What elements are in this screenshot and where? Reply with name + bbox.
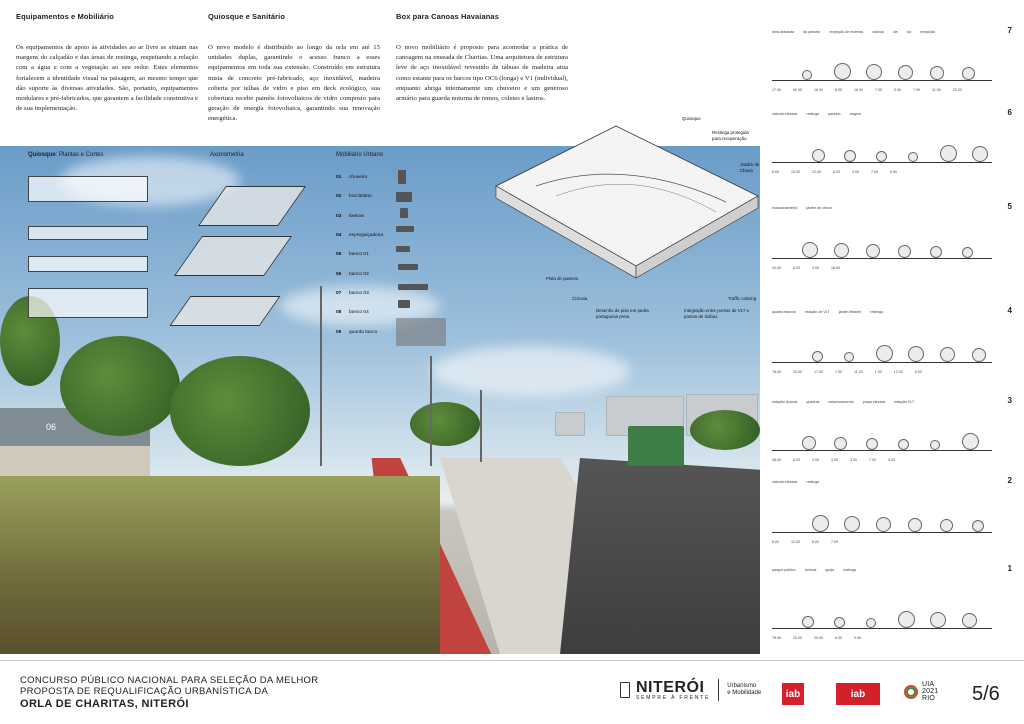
section-tree bbox=[802, 70, 812, 80]
column-text: Os equipamentos de apoio às atividades ao ar livre se situam nas margens do calçadão e das áreas de restinga, respeitando a relação com a água e com a vegetação ao seu redor. Estes elementos fortalecem a identidade visual na paisagem, ao mesmo tempo que dão suporte às diversas atividades. São, portanto, equipamentos modulares e pré-fabricados, que garantem a facilidade construtiva e de sua implementação. bbox=[16, 44, 198, 113]
crest-icon bbox=[620, 682, 630, 698]
cloud bbox=[430, 346, 630, 396]
dimension-value: 11.00 bbox=[854, 370, 863, 374]
column-quiosque bbox=[208, 12, 380, 125]
section-tree bbox=[930, 612, 946, 628]
section-tree bbox=[940, 519, 953, 532]
dimension-value: 7.00 bbox=[875, 88, 882, 92]
iab-100-logo: iab bbox=[836, 683, 880, 705]
section-tree bbox=[866, 244, 880, 258]
dimension-value: 4.00 bbox=[888, 458, 895, 462]
niteroi-logo: NITERÓI SEMPRE À FRENTE Urbanismo e Mobilidade bbox=[620, 679, 761, 701]
dimension-value: 20.00 bbox=[814, 636, 823, 640]
callout-ciclovia: Ciclovia bbox=[572, 296, 588, 301]
section-label: via bbox=[906, 30, 912, 34]
bench-icon bbox=[398, 284, 428, 290]
section-tree bbox=[972, 348, 986, 362]
section-tree bbox=[844, 516, 860, 532]
section-tree bbox=[962, 247, 973, 258]
bench-icon bbox=[396, 246, 410, 252]
dimension-value: 16.00 bbox=[814, 88, 823, 92]
dimension-value: 6.00 bbox=[793, 458, 800, 462]
section-7 bbox=[772, 26, 1012, 100]
dimension-value: 2.00 bbox=[812, 458, 819, 462]
lamp-post bbox=[320, 286, 322, 466]
ground-line bbox=[772, 628, 992, 629]
boat-rack-icon bbox=[396, 318, 446, 346]
section-dimensions bbox=[772, 170, 897, 174]
section-tree bbox=[962, 613, 977, 628]
section-tree bbox=[908, 518, 922, 532]
section-tree bbox=[812, 149, 825, 162]
dimension-value: 10.00 bbox=[791, 170, 800, 174]
section-label: via bbox=[892, 30, 898, 34]
section-tree bbox=[844, 150, 856, 162]
section-label: praça elevada bbox=[862, 400, 886, 404]
mobiliario-title: Mobiliário Urbano bbox=[336, 152, 384, 158]
section-label: ciclovia elevada bbox=[772, 480, 798, 484]
callout-traffic: Traffic calming bbox=[728, 296, 757, 301]
dimension-value: 12.00 bbox=[791, 540, 800, 544]
dimension-value: 12.00 bbox=[893, 370, 903, 374]
section-label: jardim filtrante bbox=[838, 310, 862, 314]
dimension-value: 48.00 bbox=[772, 458, 781, 462]
section-label: restinga bbox=[806, 480, 820, 484]
building bbox=[555, 412, 585, 436]
dimension-value: 20.00 bbox=[793, 636, 802, 640]
bike-rack-icon bbox=[396, 192, 412, 202]
dimension-value: 6.00 bbox=[793, 266, 800, 270]
lamp-post bbox=[480, 390, 482, 462]
perspective-render bbox=[0, 116, 760, 654]
section-tree bbox=[812, 351, 823, 362]
section-number: 4 bbox=[1007, 306, 1012, 315]
section-tree bbox=[898, 65, 913, 80]
mobiliario-item: 09 guarda barco bbox=[336, 329, 378, 335]
section-tree bbox=[898, 245, 911, 258]
section-2 bbox=[772, 476, 1012, 552]
road bbox=[560, 458, 760, 654]
bench-icon bbox=[398, 264, 418, 270]
dimension-value: 3.00 bbox=[852, 170, 859, 174]
section-label: igreja bbox=[825, 568, 835, 572]
quiosque-plans-title: Quiosque: Plantas e Cortes bbox=[28, 152, 104, 158]
kiosk-elevation bbox=[28, 256, 148, 272]
section-label: jardim de chuva bbox=[806, 206, 832, 210]
mobiliario-item: 05 banco 01 bbox=[336, 252, 369, 258]
dimension-value: 17.00 bbox=[814, 370, 823, 374]
project-title: ORLA DE CHARITAS, NITERÓI bbox=[20, 698, 189, 710]
section-tree bbox=[876, 345, 893, 362]
section-3 bbox=[772, 396, 1012, 470]
column-title: Box para Canoas Havaianas bbox=[396, 12, 499, 21]
section-4 bbox=[772, 306, 1012, 382]
tree bbox=[410, 402, 480, 446]
section-1 bbox=[772, 564, 1012, 648]
tree bbox=[170, 356, 310, 466]
dimension-value: 3.00 bbox=[854, 636, 861, 640]
ground-line bbox=[772, 532, 992, 533]
dimension-value: 7.00 bbox=[871, 170, 878, 174]
section-tree bbox=[866, 64, 882, 80]
dimension-value: 16.00 bbox=[831, 266, 840, 270]
shower-icon bbox=[398, 170, 406, 184]
section-number: 2 bbox=[1007, 476, 1012, 485]
section-tree bbox=[802, 436, 816, 450]
section-number: 1 bbox=[1007, 564, 1012, 573]
section-tree bbox=[834, 243, 849, 258]
kiosk-section bbox=[28, 226, 148, 240]
dimension-value: 6.00 bbox=[914, 370, 922, 374]
section-label: restinga bbox=[843, 568, 856, 572]
dimension-value: 76.00 bbox=[772, 636, 781, 640]
section-label: viagem bbox=[849, 112, 862, 116]
callout-integracao: Integração entre pontos de VLT e pontos de ônibus bbox=[684, 308, 750, 319]
dimension-value: 76.00 bbox=[772, 370, 781, 374]
dimension-value: 7.00 bbox=[869, 458, 876, 462]
kiosk-number: 06 bbox=[46, 422, 57, 432]
ground-line bbox=[772, 258, 992, 259]
dimension-value: 6.00 bbox=[772, 170, 779, 174]
mobiliario-item: 06 banco 02 bbox=[336, 271, 369, 277]
section-label: ciclovia bbox=[872, 30, 884, 34]
tree bbox=[60, 336, 180, 436]
dimension-value: 3.00 bbox=[812, 266, 819, 270]
lamp-post bbox=[430, 356, 432, 466]
mobiliario-item: 07 banco 03 bbox=[336, 290, 369, 296]
section-label: recepção bbox=[920, 30, 935, 34]
dimension-value: 60.00 bbox=[793, 88, 802, 92]
dimension-value: 7.00 bbox=[835, 370, 842, 374]
dimension-value: 6.00 bbox=[835, 636, 842, 640]
column-box-canoas bbox=[396, 12, 568, 104]
dimension-value: 16.00 bbox=[854, 88, 863, 92]
section-label: ciclovia bbox=[804, 568, 817, 572]
section-label: quadras bbox=[806, 400, 820, 404]
section-number: 7 bbox=[1007, 26, 1012, 35]
section-tree bbox=[908, 346, 924, 362]
section-label: restinga bbox=[806, 112, 820, 116]
section-dimensions bbox=[772, 458, 895, 462]
dimension-value: 20.00 bbox=[772, 266, 781, 270]
dimension-value: 12.00 bbox=[812, 170, 821, 174]
section-tree bbox=[898, 611, 915, 628]
grass-foreground bbox=[0, 476, 440, 654]
section-label: passeio bbox=[828, 112, 841, 116]
section-tree bbox=[930, 66, 944, 80]
section-label: da passeio bbox=[802, 30, 821, 34]
bus bbox=[628, 426, 684, 466]
dimension-value: 7.00 bbox=[913, 88, 920, 92]
section-tree bbox=[834, 437, 847, 450]
section-tree bbox=[834, 63, 851, 80]
dimension-value: 11.00 bbox=[932, 88, 941, 92]
section-label: parque público bbox=[772, 568, 796, 572]
axo-panel bbox=[174, 236, 292, 276]
lounger-icon bbox=[396, 226, 414, 232]
column-title: Quiosque e Sanitário bbox=[208, 12, 286, 21]
dimension-value: 6.00 bbox=[772, 540, 779, 544]
section-6 bbox=[772, 108, 1012, 182]
section-tree bbox=[866, 438, 878, 450]
section-tree bbox=[844, 352, 854, 362]
section-label: ciclovia elevada bbox=[772, 112, 798, 116]
section-tree bbox=[812, 515, 829, 532]
kiosk-plan-layout bbox=[28, 288, 148, 318]
mobiliario-item: 01 chuveiro bbox=[336, 175, 368, 181]
uia-logo: UIA 2021 RIO bbox=[904, 681, 938, 702]
section-label: quadra bancos bbox=[772, 310, 796, 314]
callout-jardim: Jardim de Chuva bbox=[740, 162, 760, 173]
section-number: 3 bbox=[1007, 396, 1012, 405]
dimension-value: 10.00 bbox=[793, 370, 802, 374]
dimension-value: 22.00 bbox=[952, 88, 962, 92]
column-title: Equipamentos e Mobiliário bbox=[16, 12, 114, 21]
mobiliario-item: 04 espreguiçadeira bbox=[336, 233, 384, 239]
ground-line bbox=[772, 450, 992, 451]
section-tree bbox=[940, 145, 957, 162]
page-number: 5/6 bbox=[972, 683, 1000, 705]
section-tree bbox=[802, 242, 818, 258]
section-dimensions bbox=[772, 88, 962, 92]
section-5 bbox=[772, 202, 1012, 278]
section-label: restinga bbox=[870, 310, 884, 314]
section-tree bbox=[876, 517, 891, 532]
contest-title: CONCURSO PÚBLICO NACIONAL PARA SELEÇÃO DA MELHOR PROPOSTA DE REQUALIFICAÇÃO URBANÍSTICA DA bbox=[20, 675, 319, 697]
section-dimensions bbox=[772, 370, 922, 374]
section-tree bbox=[972, 520, 984, 532]
axo-base bbox=[169, 296, 280, 326]
section-labels bbox=[772, 400, 914, 404]
mobiliario-item: 02 bicicletário bbox=[336, 194, 372, 200]
section-tree bbox=[972, 146, 988, 162]
axonometry-title: Axonometria bbox=[210, 152, 244, 158]
tree bbox=[690, 410, 760, 450]
section-tree bbox=[876, 151, 887, 162]
uia-ring-icon bbox=[904, 685, 918, 699]
section-labels bbox=[772, 112, 861, 116]
mobiliario-list bbox=[336, 168, 383, 342]
section-tree bbox=[940, 347, 955, 362]
section-label: estação de VLT bbox=[804, 310, 830, 314]
section-number: 5 bbox=[1007, 202, 1012, 211]
section-labels bbox=[772, 30, 935, 34]
dimension-value: 3.00 bbox=[850, 458, 857, 462]
dimension-value: 6.00 bbox=[812, 540, 819, 544]
mobiliario-item: 08 banco 04 bbox=[336, 310, 369, 316]
dimension-value: 6.00 bbox=[835, 88, 842, 92]
kiosk-base bbox=[0, 446, 150, 476]
dimension-value: 6.00 bbox=[833, 170, 840, 174]
callout-pista: Pista de passeio bbox=[546, 276, 579, 281]
section-number: 6 bbox=[1007, 108, 1012, 117]
kiosk-plan bbox=[28, 176, 148, 202]
section-dimensions bbox=[772, 266, 840, 270]
section-label: estação VLT bbox=[894, 400, 915, 404]
dimension-value: 1.00 bbox=[874, 370, 882, 374]
callout-desenho: Desenho de piso em pedra portuguesa preta bbox=[596, 308, 649, 319]
isometric-block bbox=[496, 116, 758, 316]
section-label: estacionamento bbox=[828, 400, 854, 404]
section-labels bbox=[772, 480, 819, 484]
dimension-value: 6.00 bbox=[890, 170, 897, 174]
section-dimensions bbox=[772, 636, 861, 640]
section-tree bbox=[908, 152, 918, 162]
section-label: recepção de muretas bbox=[829, 30, 864, 34]
section-tree bbox=[962, 433, 979, 450]
bench-icon bbox=[398, 300, 410, 308]
section-label: estacionamento bbox=[772, 206, 798, 210]
section-tree bbox=[898, 439, 909, 450]
footer bbox=[0, 660, 1024, 724]
dimension-value: 3.00 bbox=[831, 458, 838, 462]
trash-bin-icon bbox=[400, 208, 408, 218]
section-tree bbox=[930, 440, 940, 450]
ground-line bbox=[772, 80, 992, 81]
section-labels bbox=[772, 568, 856, 572]
ground-line bbox=[772, 162, 992, 163]
section-labels bbox=[772, 310, 883, 314]
column-text: O novo modelo é distribuído ao longo da orla em até 15 unidades duplas, garantindo o acesso franco a esses equipamentos em toda sua extensão. Construído em estrutura mista de concreto pré-fabricado, aço inoxidável, madeira coberta por telhas de vidro e piso em deck ecológico, sua cobertura recebe painéis fotovoltaicos de vidro composto para geração de energia fotovoltaica, garantindo sua renovação energética. bbox=[208, 44, 380, 123]
callout-quiosque: Quiosque bbox=[682, 116, 701, 121]
section-label: área afastada bbox=[772, 30, 794, 34]
dimension-value: 7.00 bbox=[831, 540, 838, 544]
callout-restinga: Restinga protegida para recuperação bbox=[712, 130, 749, 141]
section-tree bbox=[802, 616, 814, 628]
dimension-value: 3.00 bbox=[894, 88, 901, 92]
iab-logo: iab bbox=[782, 683, 804, 705]
mobiliario-item: 03 lixeiras bbox=[336, 213, 364, 219]
column-text: O novo mobiliário é proposto para acomodar a prática de canoagem na enseada de Charitas. Uma arquitetura de estrutura leve de aço inoxidável revestido de tábuas de madeira atua como estante para os barcos tipo OC6 (longa) e V1 (individual), enquanto abriga internamente um chuveiro e um generoso armário para guarda noturna de remos, coletes e lastros. bbox=[396, 44, 568, 103]
section-dimensions bbox=[772, 540, 838, 544]
section-tree bbox=[866, 618, 876, 628]
section-tree bbox=[962, 67, 975, 80]
section-tree bbox=[930, 246, 942, 258]
section-tree bbox=[834, 617, 845, 628]
section-label: estação ciclovia bbox=[772, 400, 798, 404]
column-equipamentos bbox=[16, 12, 198, 114]
section-labels bbox=[772, 206, 832, 210]
dimension-value: 17.00 bbox=[772, 88, 781, 92]
ground-line bbox=[772, 362, 992, 363]
